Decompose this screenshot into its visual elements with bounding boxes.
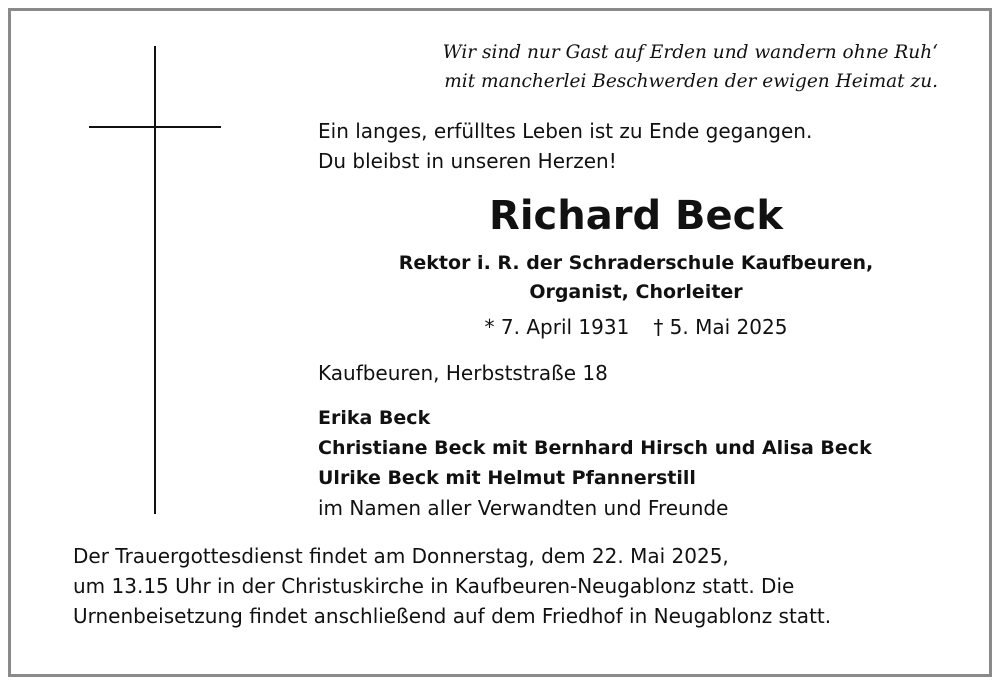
- death-date: † 5. Mai 2025: [653, 315, 788, 339]
- intro-line: Du bleibst in unseren Herzen!: [318, 149, 617, 173]
- service-info: [73, 541, 831, 631]
- role-line: Organist, Chorleiter: [529, 281, 743, 303]
- cross-horizontal-bar: [89, 126, 221, 128]
- mourners-note: im Namen aller Verwandten und Freunde: [318, 496, 729, 520]
- intro-line: Ein langes, erfülltes Leben ist zu Ende gegangen.: [318, 119, 813, 143]
- life-dates: [318, 312, 954, 342]
- cross-vertical-bar: [154, 46, 156, 514]
- role-line: Rektor i. R. der Schraderschule Kaufbeuren,: [398, 252, 874, 274]
- family-address: Kaufbeuren, Herbststraße 18: [318, 361, 608, 385]
- birth-date: * 7. April 1931: [484, 315, 630, 339]
- intro-text: [318, 116, 812, 176]
- service-line: um 13.15 Uhr in der Christuskirche in Kaufbeuren-Neugablonz statt. Die: [73, 574, 795, 598]
- motto-line: Wir sind nur Gast auf Erden und wandern ohne Ruh‘: [442, 42, 938, 63]
- service-line: Urnenbeisetzung findet anschließend auf dem Friedhof in Neugablonz statt.: [73, 604, 832, 628]
- motto-line: mit mancherlei Beschwerden der ewigen Heimat zu.: [444, 71, 938, 92]
- service-line: Der Trauergottesdienst findet am Donnerstag, dem 22. Mai 2025,: [73, 544, 729, 568]
- deceased-name: Richard Beck: [489, 193, 783, 239]
- mourner-name: Ulrike Beck mit Helmut Pfannerstill: [318, 467, 696, 489]
- mourners-list: [318, 403, 872, 523]
- mourner-name: Erika Beck: [318, 407, 431, 429]
- mourner-name: Christiane Beck mit Bernhard Hirsch und Alisa Beck: [318, 437, 872, 459]
- motto-verse: [443, 38, 938, 96]
- deceased-role: [318, 249, 954, 307]
